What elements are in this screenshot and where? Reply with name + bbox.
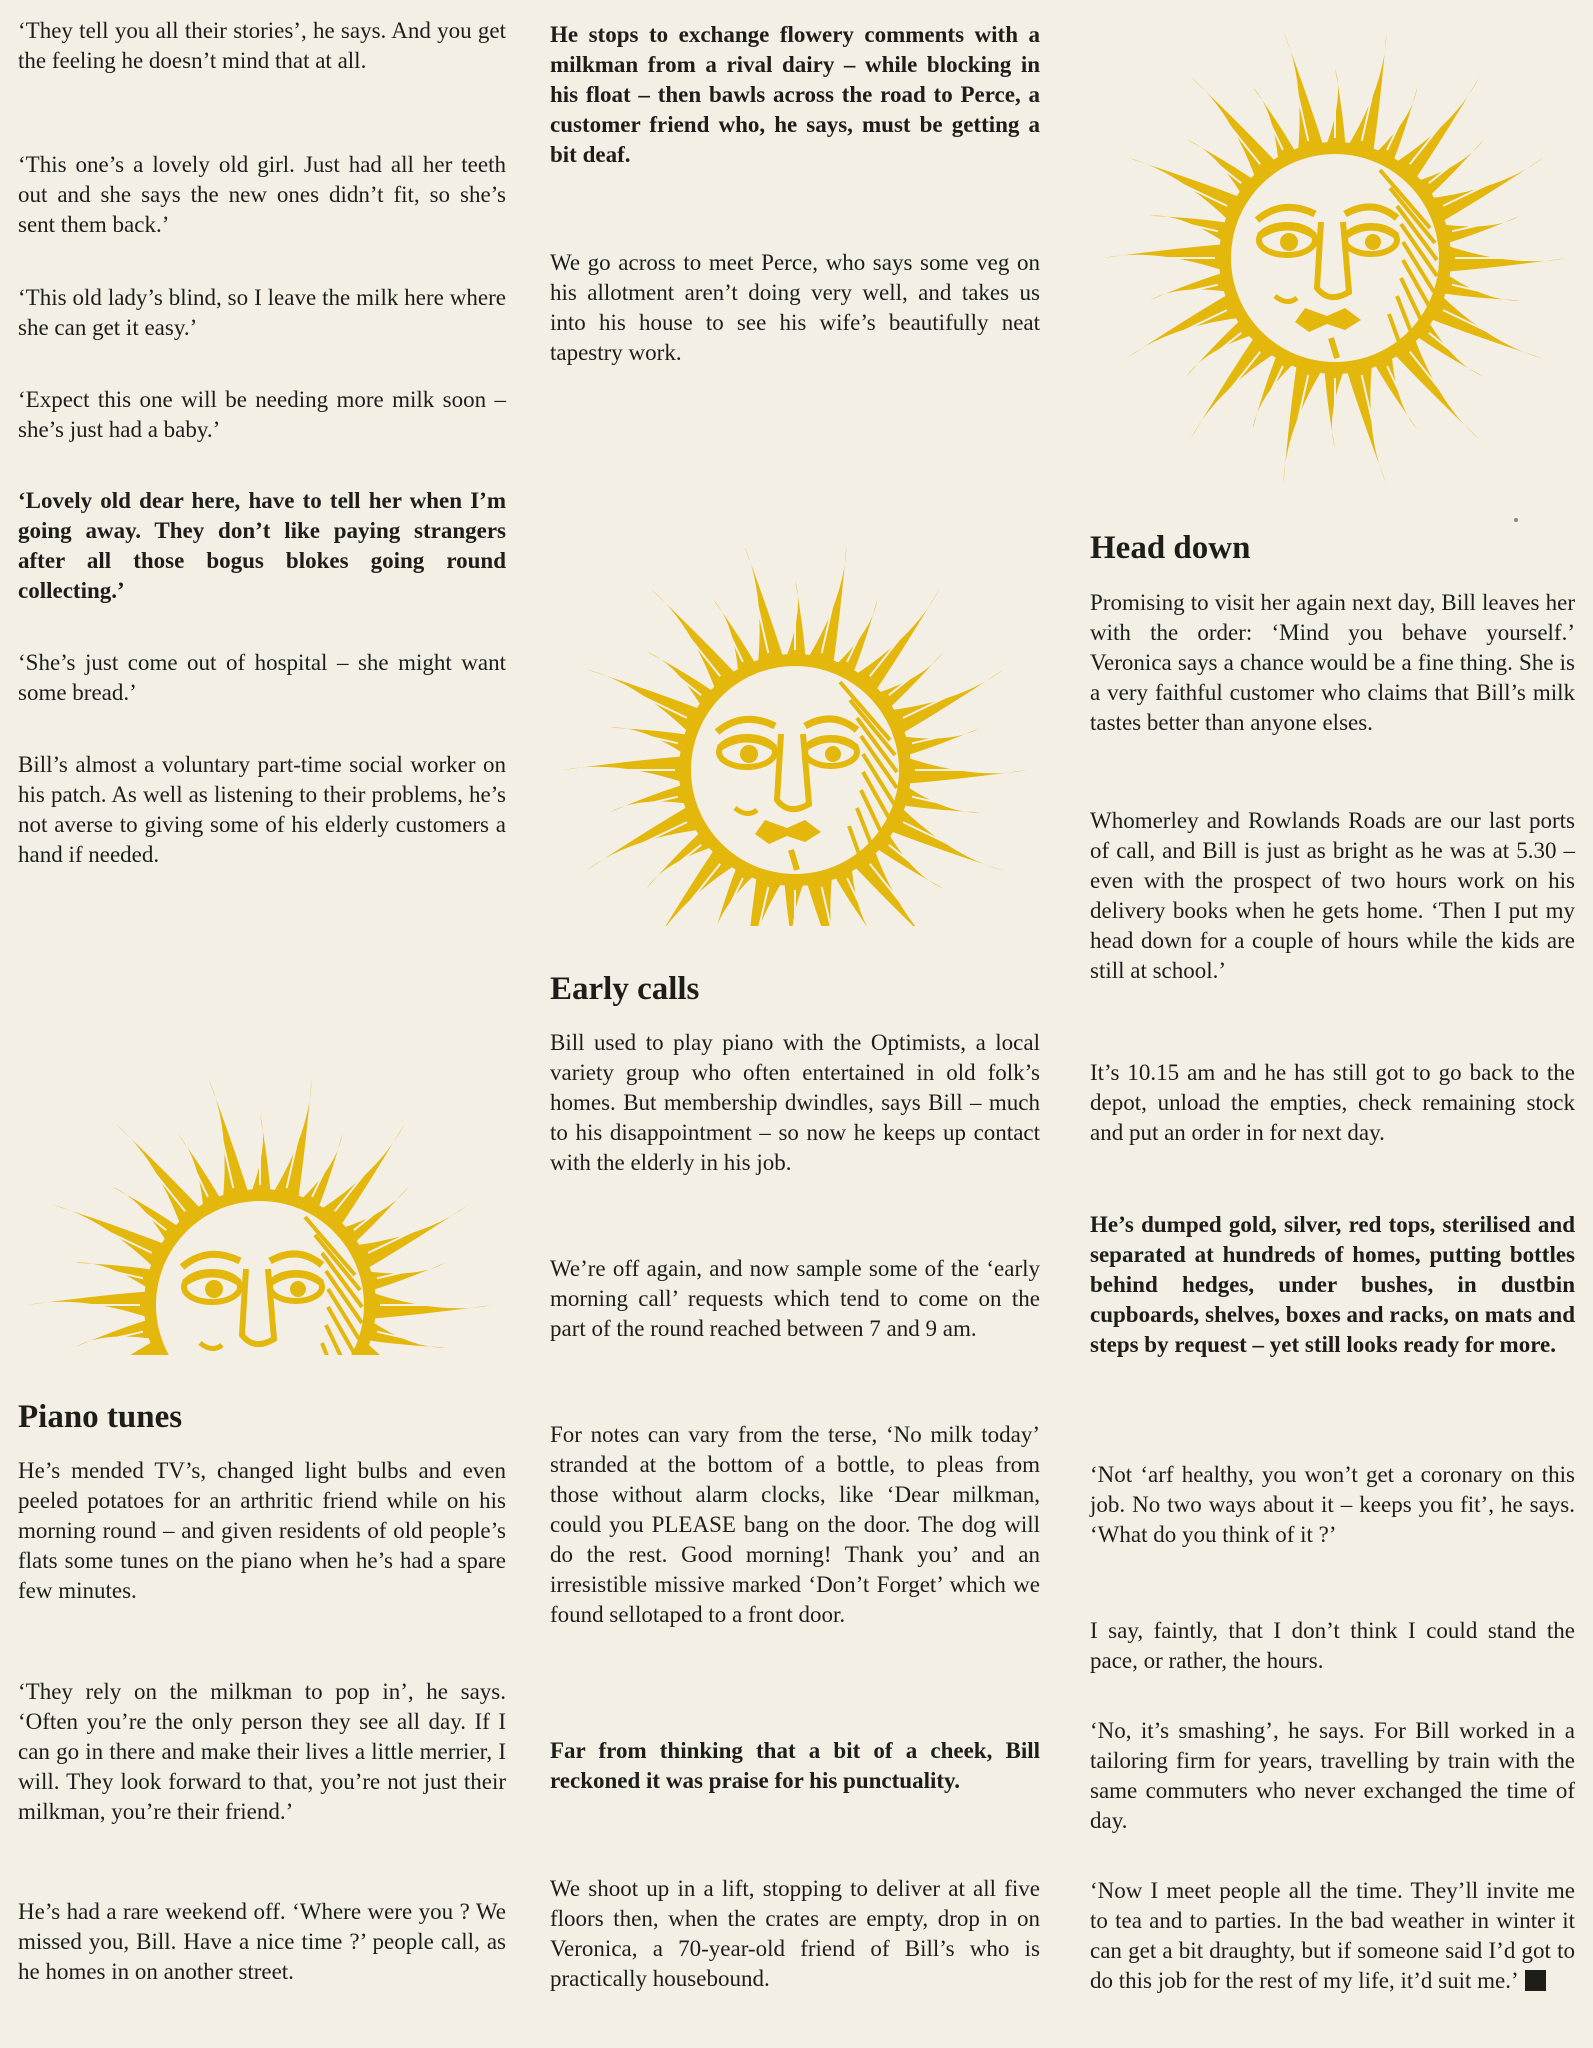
print-speck	[1514, 518, 1518, 522]
paragraph: He’s mended TV’s, changed light bulbs and even peeled potatoes for an arthritic friend while on his morning round – and given residents of old people’s flats some tunes on the piano when he’s had a spare few minutes.	[18, 1458, 506, 1603]
paragraph: We go across to meet Perce, who says some veg on his allotment aren’t doing very well, and takes us into his house to see his wife’s beautifully neat tapestry work.	[550, 250, 1040, 365]
pull-quote-bold: He’s dumped gold, silver, red tops, sterilised and separated at hundreds of homes, putting bottles behind hedges, under bushes, in dustbin cupboards, shelves, boxes and racks, on mats and steps by request – yet still looks ready for more.	[1090, 1212, 1575, 1357]
paragraph: For notes can vary from the terse, ‘No milk today’ stranded at the bottom of a bottle, to pleas from those without alarm clocks, like ‘Dear milkman, could you PLEASE bang on the door. The dog will do the rest. Good morning! Thank you’ and an irresistible missive marked ‘Don’t Forget’ which we found sellotaped to a front door.	[550, 1422, 1040, 1627]
paragraph: Bill’s almost a voluntary part-time social worker on his patch. As well as listening to their problems, he’s not averse to giving some of his elderly customers a hand if needed.	[18, 752, 506, 867]
paragraph: ‘This old lady’s blind, so I leave the milk here where she can get it easy.’	[18, 285, 506, 340]
section-heading-early-calls: Early calls	[550, 971, 700, 1007]
paragraph: We shoot up in a lift, stopping to deliver at all five floors then, when the crates are empty, drop in on Veronica, a 70-year-old friend of Bill’s who is practically housebound.	[550, 1876, 1040, 1991]
paragraph: Whomerley and Rowlands Roads are our last ports of call, and Bill is just as bright as he was at 5.30 – even with the prospect of two hours work on his delivery books when he gets home. ‘Then I put my head down for a couple of hours while the kids are still at school.’	[1090, 808, 1575, 983]
paragraph: We’re off again, and now sample some of the ‘early morning call’ requests which tend to come on the part of the round reached between 7 and 9 am.	[550, 1256, 1040, 1341]
paragraph: Bill used to play piano with the Optimists, a local variety group who often entertained in old folk’s homes. But membership dwindles, says Bill – much to his disappointment – so now he keeps up contact with the elderly in his job.	[550, 1030, 1040, 1175]
paragraph: ‘Not ‘arf healthy, you won’t get a coronary on this job. No two ways about it – keeps you fit’, he says. ‘What do you think of it ?’	[1090, 1462, 1575, 1547]
column-middle	[550, 0, 1040, 2048]
sun-illustration	[554, 548, 1036, 934]
column-right	[1090, 0, 1575, 2048]
final-text: ‘Now I meet people all the time. They’ll invite me to tea and to parties. In the bad weather in winter it can get a bit draughty, but if someone said I’d got to do this job for the rest of my life, it’d suit me.’	[1090, 1878, 1575, 1993]
column-left	[18, 0, 506, 2048]
paragraph: ‘This one’s a lovely old girl. Just had all her teeth out and she says the new ones didn’t fit, so she’s sent them back.’	[18, 152, 506, 237]
paragraph: ‘No, it’s smashing’, he says. For Bill worked in a tailoring firm for years, travelling by train with the same commuters who never exchanged the time of day.	[1090, 1718, 1575, 1833]
paragraph: I say, faintly, that I don’t think I could stand the pace, or rather, the hours.	[1090, 1618, 1575, 1673]
paragraph: ‘Expect this one will be needing more milk soon – she’s just had a baby.’	[18, 387, 506, 442]
paragraph: ‘They tell you all their stories’, he says. And you get the feeling he doesn’t mind that at all.	[18, 18, 506, 73]
end-of-article-square	[1525, 1970, 1546, 1991]
section-heading-piano-tunes: Piano tunes	[18, 1399, 183, 1435]
sun-illustration	[18, 1045, 502, 1365]
paragraph-final	[1090, 1876, 1575, 1996]
paragraph: ‘She’s just come out of hospital – she might want some bread.’	[18, 650, 506, 705]
section-heading-head-down: Head down	[1090, 530, 1251, 566]
pull-quote-bold: Far from thinking that a bit of a cheek, Bill reckoned it was praise for his punctuality.	[550, 1738, 1040, 1793]
pull-quote-bold: ‘Lovely old dear here, have to tell her when I’m going away. They don’t like paying strangers after all those bogus blokes going round collecting.’	[18, 488, 506, 603]
paragraph: It’s 10.15 am and he has still got to go back to the depot, unload the empties, check remaining stock and put an order in for next day.	[1090, 1060, 1575, 1145]
paragraph: He’s had a rare weekend off. ‘Where were you ? We missed you, Bill. Have a nice time ?’ people call, as he homes in on another street.	[18, 1899, 506, 1984]
pull-quote-bold: He stops to exchange flowery comments with a milkman from a rival dairy – while blocking in his float – then bawls across the road to Perce, a customer friend who, he says, must be getting a bit deaf.	[550, 22, 1040, 167]
paragraph: Promising to visit her again next day, Bill leaves her with the order: ‘Mind you behave yourself.’ Veronica says a chance would be a fine thing. She is a very faithful customer who claims that Bill’s milk tastes better than anyone elses.	[1090, 590, 1575, 735]
paragraph: ‘They rely on the milkman to pop in’, he says. ‘Often you’re the only person they see all day. If I can go in there and make their lives a little merrier, I will. They look forward to that, you’re not just their milkman, you’re their friend.’	[18, 1679, 506, 1824]
sun-illustration	[1095, 18, 1575, 498]
